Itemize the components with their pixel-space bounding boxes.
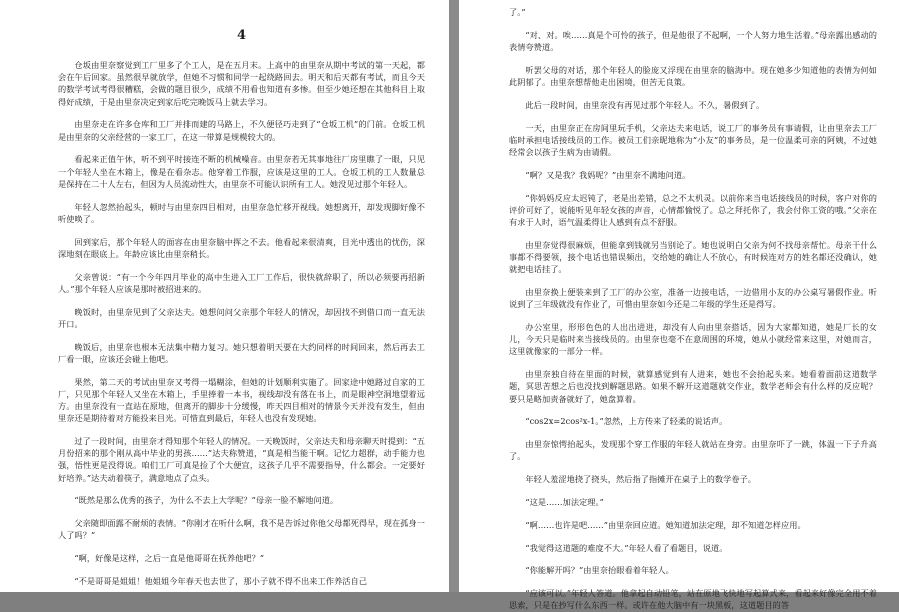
paragraph: “你妈妈反应太迟钝了，老是出差错，总之不太机灵。以前你来当电话接线员的时候，客户对你的评价可好了，说能听见年轻女孩的声音，心情都愉悦了。总之拜托你了，我会付你工资的哦。”父亲在有求于人时，语气温柔得让人感到有点不舒服。 — [509, 192, 877, 227]
paragraph: “这是……加法定理。” — [525, 497, 604, 507]
paragraph: “你能解开吗？”由里奈抬眼看着年轻人。 — [525, 565, 674, 576]
paragraph: 由里奈惊愕抬起头，发现那个穿工作服的年轻人就站在身旁。由里奈吓了一跳，体温一下子升高了。 — [509, 439, 877, 462]
page-gutter — [449, 0, 459, 592]
paragraph: 年轻人忽然抬起头，顿时与由里奈四目相对，由里奈急忙移开视线。她想离开，却发现脚好像不听使唤了。 — [58, 201, 425, 224]
paragraph: “啊，好像是这样，之后一直是他哥哥在抚养他吧？” — [74, 553, 265, 564]
paragraph: 由里奈换上便装来到了工厂的办公室，准备一边接电话，一边借用小友的办公桌写暑假作业。听说到了三年级就没有作业了，可惜由里奈如今还是二年级的学生还是得写。 — [509, 287, 877, 310]
paragraph: 晚饭后，由里奈也根本无法集中精力复习。她只想着明天要在大约同样的时间回来，然后再去工厂看一眼，应该还会碰上他吧。 — [58, 341, 425, 364]
left-page — [0, 0, 449, 592]
paragraph: 果然，第二天的考试由里奈又考得一塌糊涂，但她的计划顺利实施了。回家途中她路过自家的工厂，只见那个年轻人又坐在木箱上，手里捧着一本书，视线却没有落在书上，而是眼神空洞地望着远方。由里奈没有一直站在原地，但离开的脚步十分缓慢，昨天四目相对的情景今天并没有发生，但由里奈还是期待着对方能投来目光。可惜直到最后，年轻人也没有发现她。 — [58, 376, 425, 424]
right-page — [459, 0, 899, 611]
paragraph: 晚饭时，由里奈见到了父亲达夫。她想问问父亲那个年轻人的情况，却因找不到借口而一直无法开口。 — [58, 306, 425, 329]
paragraph: “应该可以。”年轻人答道。他拿起自动铅笔，站在原地飞快地写起算式来，看起来好像完全用不着思索，只是在抄写什么东西一样。或许在他大脑中有一块黑板，这道题目的答 — [509, 588, 877, 611]
chapter-number: 4 — [236, 28, 247, 43]
paragraph: “啊？又是我？我妈呢？”由里奈不满地问道。 — [525, 169, 691, 180]
paragraph: 父亲曾说：“有一个今年四月毕业的高中生进入工厂工作后，很快就辞职了，所以必须要再招新人。”那个年轻人应该是那时被招进来的。 — [58, 271, 425, 294]
paragraph: “啊……也许是吧……”由里奈回应道。她知道加法定理，却不知道怎样应用。 — [525, 519, 806, 530]
paragraph: 过了一段时间，由里奈才得知那个年轻人的情况。一天晚饭时，父亲达夫和母亲聊天时提到：“五月份招来的那个刚从高中毕业的男孩……”达夫称赞道，“真是相当能干啊。记忆力超群，动手能力也强，悟性更是没得说。咱们工厂可真是捡了个大便宜，这孩子几乎不需要指导，什么都会。一定要好好培养。”达夫动着筷子，满意地点了点头。 — [58, 436, 425, 483]
paragraph: 一天，由里奈正在房间里玩手机，父亲达夫来电话，说工厂的事务员有事请假，让由里奈去工厂临时承担电话接线员的工作。被员工们亲昵地称为“小友”的事务员，是一位温柔可亲的阿姨，不过她经常会以孩子生病为由请假。 — [509, 122, 877, 157]
paragraph: 由里奈觉得很麻烦，但能拿到钱就另当别论了。她也说明白父亲为何不找母亲帮忙。母亲干什么事都不得要领，接个电话也错误频出，交给她的确让人不放心，有时候连对方的姓名都还没确认，她就把电话挂了。 — [509, 239, 877, 275]
paragraph: 看起来正值午休，听不到平时接连不断的机械噪音。由里奈若无其事地往厂房里瞧了一眼，只见一个年轻人坐在木箱上，像是在看杂志。他穿着工作服，应该是这里的工人。仓坂工机的工人数量总是保持在二十人左右，但因为人员流动性大，由里奈不可能认识所有工人。她没见过那个年轻人。 — [58, 154, 425, 189]
paragraph: “既然是那么优秀的孩子，为什么不去上大学呢？”母亲一脸不解地问道。 — [74, 495, 339, 506]
paragraph: 父亲随即面露不耐烦的表情。“你刚才在听什么啊，我不是告诉过你他父母都死得早，现在孤身一人了吗？” — [58, 518, 425, 541]
paragraph: 由里奈独自待在里面的时候，就算感觉到有人进来，她也不会抬起头来。她看着面前这道数学题，冥思苦想之后也没找到解题思路。如果不解开这道题就交作业，数学老师会有什么样的反应呢？要只是略加责备就好了，她盘算着。 — [509, 369, 877, 404]
paragraph: “不是哥哥是姐姐！他姐姐今年春天也去世了，那小子就不得不出来工作养活自己 — [74, 576, 367, 587]
paragraph: 听罢父母的对话，那个年轻人的脸庞又浮现在由里奈的脑海中。现在她多少知道他的表情为何如此阴郁了。由里奈想帮他走出困境，但苦无良策。 — [509, 64, 877, 87]
paragraph: “我觉得这道题的难度不大。”年轻人看了看题目，说道。 — [525, 542, 728, 553]
paragraph: 由里奈走在许多仓库和工厂并排而建的马路上，不久便径巧走到了“仓坂工机”的门前。仓坂工机是由里奈的父亲经营的一家工厂，在这一带算是规模较大的。 — [58, 119, 425, 142]
paragraph-continued: 了。” — [509, 7, 526, 17]
paragraph: 此后一段时间，由里奈没有再见过那个年轻人。不久，暑假到了。 — [525, 99, 765, 110]
paragraph: “cos2x=2cos²x-1。”忽然，上方传来了轻柔的说话声。 — [525, 416, 728, 427]
paragraph: “对、对。唉……真是个可怜的孩子，但是他很了不起啊，一个人努力地生活着。”母亲露出感动的表情夸赞道。 — [509, 29, 877, 52]
paragraph: 仓坂由里奈察觉到工厂里多了个工人，是在五月末。上高中的由里奈从期中考试的第一天起，都会在午后回家。虽然很早就放学，但她不习惯和同学一起绕路回去。明天和后天都有考试，而且今天的数学考试考得很糟糕，会做的题目很少，成绩不用看也知道有多惨。但至少她还想在其他科目上取得好成绩，于是由里奈决定到家后吃完晚饭马上就去学习。 — [58, 60, 425, 107]
paragraph: 年轻人羞涩地挠了挠头，然后指了指摊开在桌子上的数学卷子。 — [525, 474, 757, 485]
paragraph: 回到家后，那个年轻人的面容在由里奈脑中挥之不去。他看起来很清爽，目光中透出的忧伤，深深地刻在眼底上。年龄应该比由里奈稍长。 — [58, 236, 425, 259]
paragraph: 办公室里，形形色色的人出出进进，却没有人向由里奈搭话，因为大家都知道，她是厂长的女儿，今天只是临时来当接线员的。由里奈也毫不在意周围的环境，她从小就经常来这里，对她而言，这里就像家的一部分一样。 — [509, 322, 877, 357]
